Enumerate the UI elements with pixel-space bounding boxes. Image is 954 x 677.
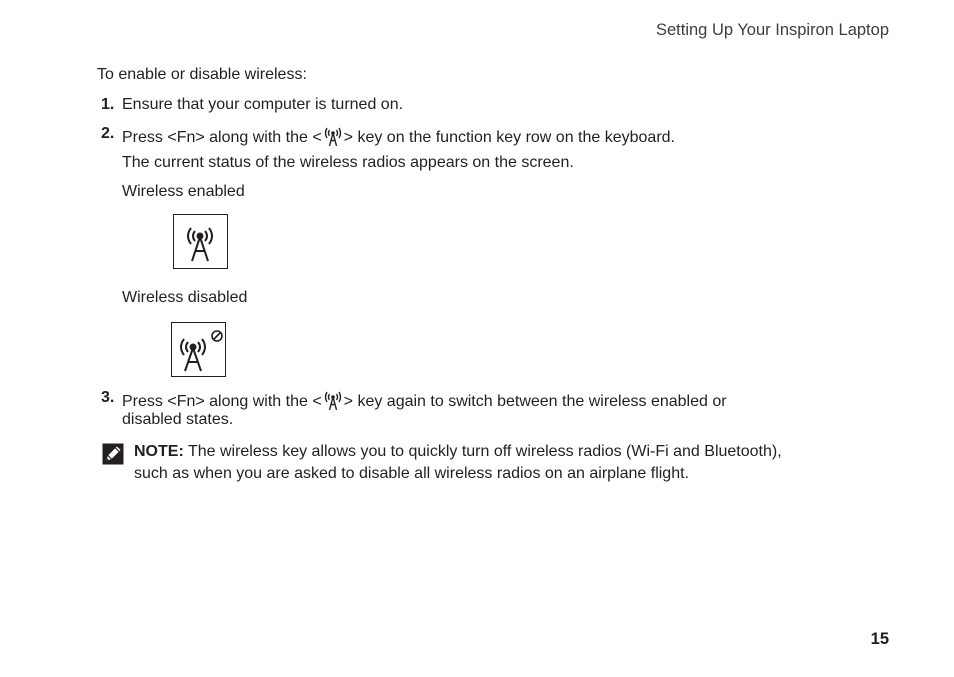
wireless-disabled-label: Wireless disabled <box>122 289 248 306</box>
step-3-text-line2: disabled states. <box>122 411 234 428</box>
wireless-enabled-label: Wireless enabled <box>122 183 245 200</box>
step-2-status: The current status of the wireless radios appears on the screen. <box>122 154 574 171</box>
wireless-key-icon <box>322 389 344 416</box>
wireless-key-icon <box>322 125 344 152</box>
step-2-text <box>122 125 675 152</box>
note-line-2: such as when you are asked to disable all wireless radios on an airplane flight. <box>134 465 689 482</box>
step-2-number: 2. <box>101 125 115 142</box>
page-header: Setting Up Your Inspiron Laptop <box>655 21 889 39</box>
step-1-text: Ensure that your computer is turned on. <box>122 96 404 113</box>
wireless-disabled-icon <box>171 322 226 377</box>
note <box>134 441 904 485</box>
note-pencil-icon <box>102 443 124 470</box>
wireless-enabled-icon <box>173 214 228 269</box>
step-3-number: 3. <box>101 389 115 406</box>
step-3-text-after: > key again to switch between the wireless enabled or <box>343 393 727 410</box>
step-3-text-before: Press <Fn> along with the < <box>122 393 322 410</box>
step-1-number: 1. <box>101 96 115 113</box>
step-2-text-before: Press <Fn> along with the < <box>122 129 322 146</box>
note-line-1 <box>134 441 904 463</box>
step-2-text-after: > key on the function key row on the keyboard. <box>343 129 675 146</box>
intro-text: To enable or disable wireless: <box>97 66 307 83</box>
note-line-1-text: The wireless key allows you to quickly turn off wireless radios (Wi-Fi and Bluetooth), <box>183 443 782 460</box>
note-label: NOTE: <box>134 443 184 460</box>
page-number: 15 <box>870 630 889 648</box>
